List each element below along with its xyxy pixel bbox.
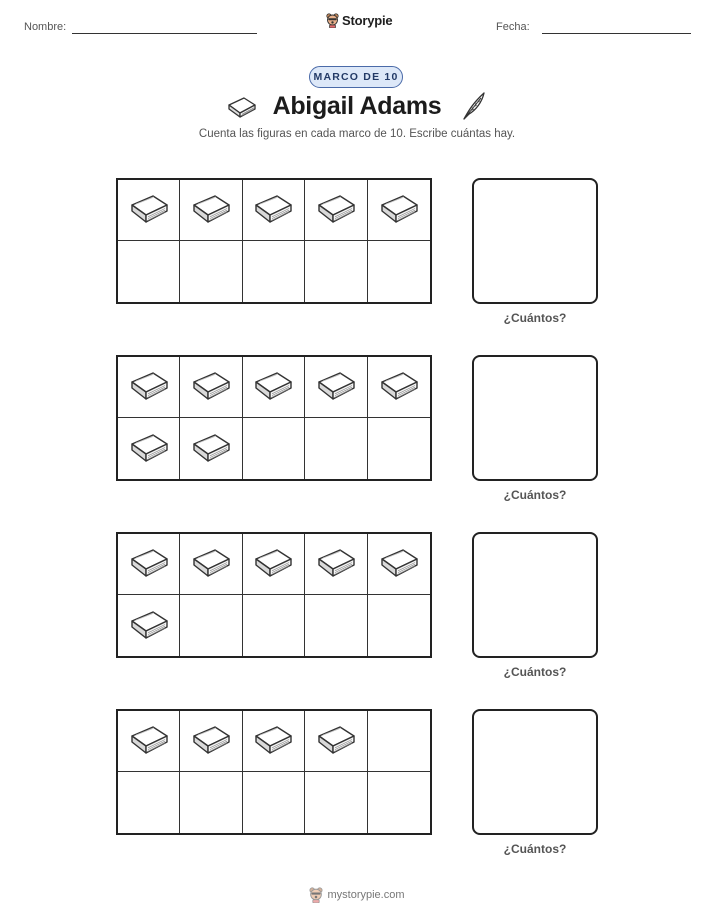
name-label: Nombre: — [24, 21, 67, 33]
book-icon — [127, 546, 171, 582]
frame-cell — [118, 357, 180, 418]
answer-label: ¿Cuántos? — [503, 665, 567, 679]
footer — [0, 887, 714, 903]
book-icon — [189, 723, 233, 759]
frame-cell — [368, 357, 430, 418]
book-icon — [127, 608, 171, 644]
frame-cell — [243, 357, 305, 418]
book-icon — [127, 431, 171, 467]
frame-cell — [180, 595, 242, 656]
ten-frame-exercise-2 — [116, 355, 600, 515]
worksheet-title: Abigail Adams — [272, 92, 442, 120]
date-label: Fecha: — [496, 21, 530, 33]
answer-box[interactable] — [472, 178, 598, 304]
book-icon — [377, 369, 421, 405]
frame-cell — [368, 418, 430, 479]
book-icon — [127, 192, 171, 228]
answer-box[interactable] — [472, 532, 598, 658]
frame-cell — [243, 772, 305, 833]
book-icon — [189, 369, 233, 405]
worksheet-type-badge: MARCO DE 10 — [309, 66, 403, 88]
book-icon — [251, 369, 295, 405]
answer-box[interactable] — [472, 355, 598, 481]
frame-cell — [368, 711, 430, 772]
frame-cell — [118, 534, 180, 595]
frame-cell — [118, 241, 180, 302]
frame-cell — [243, 534, 305, 595]
frame-cell — [180, 241, 242, 302]
answer-label: ¿Cuántos? — [503, 311, 567, 325]
frame-cell — [180, 711, 242, 772]
frame-cell — [368, 534, 430, 595]
frame-cell — [243, 711, 305, 772]
frame-cell — [118, 180, 180, 241]
frame-cell — [305, 711, 367, 772]
book-icon — [377, 192, 421, 228]
ten-frame-exercise-3 — [116, 532, 600, 692]
book-icon — [189, 431, 233, 467]
book-icon — [127, 369, 171, 405]
book-icon — [314, 369, 358, 405]
frame-cell — [368, 241, 430, 302]
book-icon — [251, 546, 295, 582]
answer-label: ¿Cuántos? — [503, 488, 567, 502]
storypie-mascot-icon — [309, 887, 323, 903]
frame-cell — [118, 418, 180, 479]
brand-name: Storypie — [342, 13, 393, 28]
frame-cell — [305, 241, 367, 302]
ten-frame — [116, 178, 432, 304]
ten-frame — [116, 709, 432, 835]
frame-cell — [305, 357, 367, 418]
book-icon — [377, 546, 421, 582]
frame-cell — [305, 772, 367, 833]
frame-cell — [118, 711, 180, 772]
frame-cell — [180, 772, 242, 833]
frame-cell — [180, 418, 242, 479]
quill-feather-icon — [460, 90, 488, 122]
ten-frame-exercise-4 — [116, 709, 600, 869]
frame-cell — [180, 180, 242, 241]
footer-url: mystorypie.com — [327, 889, 405, 901]
date-line — [542, 33, 691, 34]
frame-cell — [305, 534, 367, 595]
ten-frame-exercise-1 — [116, 178, 600, 338]
ten-frame — [116, 355, 432, 481]
name-line — [72, 33, 257, 34]
book-icon — [251, 723, 295, 759]
ten-frame — [116, 532, 432, 658]
frame-cell — [368, 595, 430, 656]
worksheet-header — [0, 0, 714, 50]
book-icon — [314, 546, 358, 582]
book-icon — [314, 192, 358, 228]
frame-cell — [243, 241, 305, 302]
frame-cell — [243, 180, 305, 241]
book-icon — [127, 723, 171, 759]
frame-cell — [368, 772, 430, 833]
frame-cell — [243, 418, 305, 479]
book-icon — [251, 192, 295, 228]
brand-logo — [326, 13, 392, 28]
worksheet-instructions: Cuenta las figuras en cada marco de 10. Escribe cuántas hay. — [198, 128, 516, 140]
answer-label: ¿Cuántos? — [503, 842, 567, 856]
frame-cell — [118, 772, 180, 833]
frame-cell — [368, 180, 430, 241]
frame-cell — [243, 595, 305, 656]
storypie-mascot-icon — [326, 13, 339, 28]
book-icon — [314, 723, 358, 759]
frame-cell — [305, 418, 367, 479]
frame-cell — [305, 595, 367, 656]
book-icon — [189, 546, 233, 582]
frame-cell — [180, 534, 242, 595]
frame-cell — [305, 180, 367, 241]
answer-box[interactable] — [472, 709, 598, 835]
frame-cell — [180, 357, 242, 418]
frame-cell — [118, 595, 180, 656]
title-area — [0, 92, 714, 126]
book-icon — [189, 192, 233, 228]
